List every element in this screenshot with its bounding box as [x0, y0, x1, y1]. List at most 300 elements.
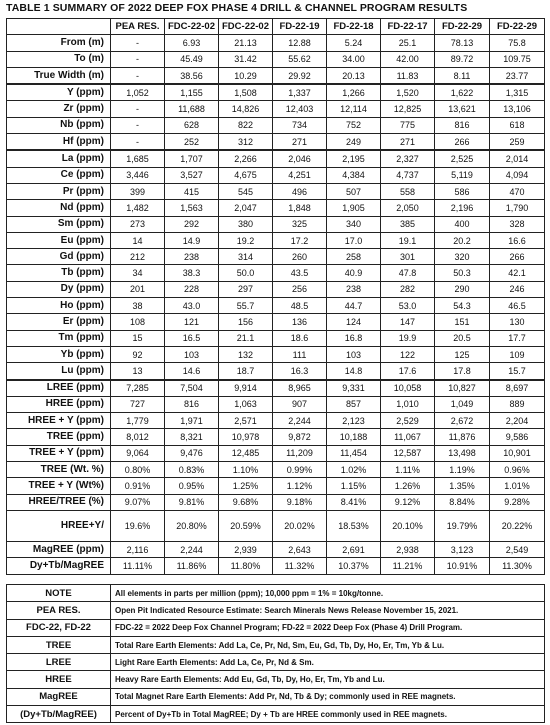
table-cell: 10.37%	[327, 558, 381, 574]
table-cell: 8,697	[490, 380, 545, 397]
table-cell: 9.18%	[273, 494, 327, 510]
table-cell: 34	[111, 265, 165, 281]
table-cell: 2,196	[435, 200, 490, 216]
table-cell: 121	[165, 314, 219, 330]
table-cell: 132	[219, 346, 273, 362]
note-key: (Dy+Tb/MagREE)	[7, 706, 111, 723]
table-cell: 42.00	[381, 51, 435, 67]
note-row	[7, 619, 545, 636]
row-label: MagREE (ppm)	[7, 541, 111, 557]
table-cell: 2,571	[219, 413, 273, 429]
table-cell: 11.80%	[219, 558, 273, 574]
table-cell: 320	[435, 249, 490, 265]
table-row	[7, 462, 545, 478]
table-cell: 9.12%	[381, 494, 435, 510]
table-cell: 282	[381, 281, 435, 297]
table-cell: 266	[490, 249, 545, 265]
table-cell: 2,643	[273, 541, 327, 557]
table-cell: 2,047	[219, 200, 273, 216]
notes-body	[7, 585, 545, 723]
note-row	[7, 636, 545, 653]
table-cell: 50.3	[435, 265, 490, 281]
table-cell: 400	[435, 216, 490, 232]
table-cell: 14.6	[165, 363, 219, 380]
table-cell: 259	[490, 134, 545, 151]
row-label: Nd (ppm)	[7, 200, 111, 216]
note-row	[7, 654, 545, 671]
table-row	[7, 216, 545, 232]
table-cell: 12,114	[327, 101, 381, 117]
table-cell: 9,872	[273, 429, 327, 445]
table-cell: 470	[490, 183, 545, 199]
table-cell: 2,266	[219, 150, 273, 167]
table-cell: -	[111, 51, 165, 67]
table-row	[7, 167, 545, 183]
table-cell: 260	[273, 249, 327, 265]
table-cell: 0.96%	[490, 462, 545, 478]
table-cell: 266	[435, 134, 490, 151]
table-cell: 53.0	[381, 298, 435, 314]
table-cell: 13	[111, 363, 165, 380]
table-row	[7, 101, 545, 117]
table-cell: 1,685	[111, 150, 165, 167]
table-cell: 2,691	[327, 541, 381, 557]
table-cell: 15.7	[490, 363, 545, 380]
table-cell: 545	[219, 183, 273, 199]
row-label: HREE + Y (ppm)	[7, 413, 111, 429]
header-cell	[7, 19, 111, 35]
note-key: FDC-22, FD-22	[7, 619, 111, 636]
table-cell: 618	[490, 117, 545, 133]
table-cell: 23.77	[490, 67, 545, 84]
table-cell: 108	[111, 314, 165, 330]
table-cell: 20.22%	[490, 510, 545, 541]
table-cell: 43.0	[165, 298, 219, 314]
table-cell: 1,052	[111, 84, 165, 101]
row-label: Zr (ppm)	[7, 101, 111, 117]
table-cell: 1,622	[435, 84, 490, 101]
row-label: Pr (ppm)	[7, 183, 111, 199]
table-row	[7, 510, 545, 541]
table-cell: 14.9	[165, 232, 219, 248]
note-text: Light Rare Earth Elements: Add La, Ce, Pr, Nd & Sm.	[111, 654, 545, 671]
table-cell: 11.21%	[381, 558, 435, 574]
row-label: Yb (ppm)	[7, 346, 111, 362]
table-cell: 1.19%	[435, 462, 490, 478]
note-text: Total Rare Earth Elements: Add La, Ce, Pr, Nd, Sm, Eu, Gd, Tb, Dy, Ho, Er, Tm, Yb & Lu.	[111, 636, 545, 653]
table-cell: 9,476	[165, 445, 219, 461]
header-cell: PEA RES.	[111, 19, 165, 35]
table-cell: 18.7	[219, 363, 273, 380]
table-cell: 246	[490, 281, 545, 297]
table-cell: 0.99%	[273, 462, 327, 478]
table-cell: 1,266	[327, 84, 381, 101]
table-cell: 273	[111, 216, 165, 232]
table-cell: 271	[381, 134, 435, 151]
note-text: FDC-22 = 2022 Deep Fox Channel Program; FD-22 = 2022 Deep Fox (Phase 4) Drill Program.	[111, 619, 545, 636]
table-cell: 249	[327, 134, 381, 151]
table-cell: 20.5	[435, 330, 490, 346]
table-cell: 2,244	[165, 541, 219, 557]
table-cell: 103	[327, 346, 381, 362]
table-cell: 2,014	[490, 150, 545, 167]
note-text: Heavy Rare Earth Elements: Add Eu, Gd, Tb, Dy, Ho, Er, Tm, Yb and Lu.	[111, 671, 545, 688]
header-cell: FD-22-19	[273, 19, 327, 35]
table-cell: 1.25%	[219, 478, 273, 494]
table-cell: 8,012	[111, 429, 165, 445]
row-label: La (ppm)	[7, 150, 111, 167]
table-row	[7, 200, 545, 216]
note-key: TREE	[7, 636, 111, 653]
table-cell: 17.7	[490, 330, 545, 346]
note-row	[7, 706, 545, 723]
row-label: Eu (ppm)	[7, 232, 111, 248]
table-cell: 907	[273, 396, 327, 412]
row-label: TREE + Y (Wt%)	[7, 478, 111, 494]
table-cell: 1,508	[219, 84, 273, 101]
row-label: TREE + Y (ppm)	[7, 445, 111, 461]
table-cell: 9.68%	[219, 494, 273, 510]
table-cell: 38.3	[165, 265, 219, 281]
table-cell: 10,827	[435, 380, 490, 397]
table-cell: 9.28%	[490, 494, 545, 510]
table-cell: 9,064	[111, 445, 165, 461]
row-label: Er (ppm)	[7, 314, 111, 330]
header-row	[7, 19, 545, 35]
table-cell: 10,058	[381, 380, 435, 397]
table-cell: 21.1	[219, 330, 273, 346]
table-cell: 271	[273, 134, 327, 151]
row-label: Dy (ppm)	[7, 281, 111, 297]
header-cell: FDC-22-02	[219, 19, 273, 35]
table-cell: 2,327	[381, 150, 435, 167]
table-cell: 17.0	[327, 232, 381, 248]
note-key: MagREE	[7, 688, 111, 705]
table-cell: 2,123	[327, 413, 381, 429]
table-cell: 12,825	[381, 101, 435, 117]
table-cell: 16.6	[490, 232, 545, 248]
table-cell: 1.26%	[381, 478, 435, 494]
table-cell: 889	[490, 396, 545, 412]
table-cell: 228	[165, 281, 219, 297]
table-cell: 9,331	[327, 380, 381, 397]
table-cell: 17.6	[381, 363, 435, 380]
table-cell: 2,672	[435, 413, 490, 429]
table-cell: 11.83	[381, 67, 435, 84]
table-cell: 11,876	[435, 429, 490, 445]
table-cell: 13,498	[435, 445, 490, 461]
table-cell: 1,707	[165, 150, 219, 167]
table-cell: 1,482	[111, 200, 165, 216]
table-cell: 857	[327, 396, 381, 412]
table-cell: 558	[381, 183, 435, 199]
table-cell: 11,688	[165, 101, 219, 117]
table-cell: 136	[273, 314, 327, 330]
table-cell: 507	[327, 183, 381, 199]
table-row	[7, 478, 545, 494]
note-row	[7, 671, 545, 688]
note-row	[7, 585, 545, 602]
row-label: Tm (ppm)	[7, 330, 111, 346]
table-cell: 2,525	[435, 150, 490, 167]
table-row	[7, 134, 545, 151]
table-cell: 12,403	[273, 101, 327, 117]
table-cell: 47.8	[381, 265, 435, 281]
table-cell: 1.10%	[219, 462, 273, 478]
table-cell: 38	[111, 298, 165, 314]
table-cell: 1.01%	[490, 478, 545, 494]
table-cell: 111	[273, 346, 327, 362]
table-cell: 20.10%	[381, 510, 435, 541]
table-cell: 0.83%	[165, 462, 219, 478]
table-cell: 20.80%	[165, 510, 219, 541]
table-cell: 45.49	[165, 51, 219, 67]
note-row	[7, 688, 545, 705]
table-row	[7, 67, 545, 84]
header-cell: FD-22-18	[327, 19, 381, 35]
table-cell: 290	[435, 281, 490, 297]
table-cell: 11.86%	[165, 558, 219, 574]
table-cell: 775	[381, 117, 435, 133]
table-row	[7, 232, 545, 248]
table-row	[7, 35, 545, 51]
table-cell: 6.93	[165, 35, 219, 51]
table-cell: 19.1	[381, 232, 435, 248]
table-cell: 10.29	[219, 67, 273, 84]
table-cell: 18.53%	[327, 510, 381, 541]
table-cell: 2,244	[273, 413, 327, 429]
table-cell: 8,321	[165, 429, 219, 445]
table-cell: 10.91%	[435, 558, 490, 574]
table-cell: 5.24	[327, 35, 381, 51]
row-label: Sm (ppm)	[7, 216, 111, 232]
table-row	[7, 117, 545, 133]
table-cell: 21.13	[219, 35, 273, 51]
table-row	[7, 249, 545, 265]
table-cell: 34.00	[327, 51, 381, 67]
table-cell: 1,010	[381, 396, 435, 412]
note-key: LREE	[7, 654, 111, 671]
table-cell: 8,965	[273, 380, 327, 397]
row-label: Lu (ppm)	[7, 363, 111, 380]
table-cell: 11,209	[273, 445, 327, 461]
table-row	[7, 494, 545, 510]
note-key: PEA RES.	[7, 602, 111, 619]
table-cell: 822	[219, 117, 273, 133]
table-cell: 2,204	[490, 413, 545, 429]
table-cell: 3,446	[111, 167, 165, 183]
table-cell: 325	[273, 216, 327, 232]
table-cell: 20.13	[327, 67, 381, 84]
row-label: To (m)	[7, 51, 111, 67]
table-row	[7, 558, 545, 574]
table-cell: 11,454	[327, 445, 381, 461]
table-cell: 1,790	[490, 200, 545, 216]
table-cell: 4,251	[273, 167, 327, 183]
table-cell: 75.8	[490, 35, 545, 51]
table-cell: 10,978	[219, 429, 273, 445]
table-cell: 256	[273, 281, 327, 297]
table-cell: 40.9	[327, 265, 381, 281]
table-cell: 399	[111, 183, 165, 199]
table-cell: 11.30%	[490, 558, 545, 574]
table-cell: 8.11	[435, 67, 490, 84]
row-label: Dy+Tb/MagREE	[7, 558, 111, 574]
table-cell: 19.2	[219, 232, 273, 248]
table-cell: 380	[219, 216, 273, 232]
table-cell: 17.8	[435, 363, 490, 380]
table-row	[7, 84, 545, 101]
header-cell: FD-22-29	[490, 19, 545, 35]
table-cell: 10,901	[490, 445, 545, 461]
table-cell: 628	[165, 117, 219, 133]
row-label: From (m)	[7, 35, 111, 51]
table-cell: 415	[165, 183, 219, 199]
table-cell: 9.81%	[165, 494, 219, 510]
table-cell: 4,675	[219, 167, 273, 183]
table-cell: 11,067	[381, 429, 435, 445]
table-cell: 3,123	[435, 541, 490, 557]
table-row	[7, 445, 545, 461]
note-text: Percent of Dy+Tb in Total MagREE; Dy + Tb are HREE commonly used in REE magnets.	[111, 706, 545, 723]
table-cell: 13,106	[490, 101, 545, 117]
header-cell: FDC-22-02	[165, 19, 219, 35]
table-cell: 1,155	[165, 84, 219, 101]
table-row	[7, 330, 545, 346]
row-label: Ce (ppm)	[7, 167, 111, 183]
note-text: All elements in parts per million (ppm); 10,000 ppm = 1% = 10kg/tonne.	[111, 585, 545, 602]
table-cell: 20.02%	[273, 510, 327, 541]
table-cell: 12,485	[219, 445, 273, 461]
table-cell: 16.5	[165, 330, 219, 346]
table-cell: -	[111, 117, 165, 133]
row-label: Nb (ppm)	[7, 117, 111, 133]
table-cell: 201	[111, 281, 165, 297]
table-cell: 14,826	[219, 101, 273, 117]
table-cell: 14.8	[327, 363, 381, 380]
row-label: TREE (ppm)	[7, 429, 111, 445]
table-cell: 2,046	[273, 150, 327, 167]
table-cell: 29.92	[273, 67, 327, 84]
table-cell: 1,315	[490, 84, 545, 101]
table-cell: 727	[111, 396, 165, 412]
table-cell: 385	[381, 216, 435, 232]
table-cell: 1.11%	[381, 462, 435, 478]
table-cell: 151	[435, 314, 490, 330]
table-row	[7, 396, 545, 412]
table-cell: 78.13	[435, 35, 490, 51]
table-cell: 1,848	[273, 200, 327, 216]
table-cell: 16.3	[273, 363, 327, 380]
table-cell: -	[111, 35, 165, 51]
table-row	[7, 265, 545, 281]
table-cell: 44.7	[327, 298, 381, 314]
table-cell: 1.02%	[327, 462, 381, 478]
table-cell: 312	[219, 134, 273, 151]
row-label: TREE (Wt. %)	[7, 462, 111, 478]
table-cell: -	[111, 101, 165, 117]
table-cell: 109	[490, 346, 545, 362]
row-label: True Width (m)	[7, 67, 111, 84]
note-text: Total Magnet Rare Earth Elements: Add Pr, Nd, Tb & Dy; commonly used in REE magnets.	[111, 688, 545, 705]
results-body	[7, 35, 545, 574]
table-cell: 340	[327, 216, 381, 232]
table-cell: 19.6%	[111, 510, 165, 541]
table-cell: 816	[435, 117, 490, 133]
table-cell: 103	[165, 346, 219, 362]
table-cell: 816	[165, 396, 219, 412]
note-text: Open Pit Indicated Resource Estimate: Search Minerals News Release November 15, 2021.	[111, 602, 545, 619]
table-cell: 130	[490, 314, 545, 330]
table-cell: 50.0	[219, 265, 273, 281]
table-cell: 1.35%	[435, 478, 490, 494]
table-cell: 38.56	[165, 67, 219, 84]
table-cell: 1.12%	[273, 478, 327, 494]
table-cell: 1,905	[327, 200, 381, 216]
table-cell: 2,050	[381, 200, 435, 216]
table-cell: 0.95%	[165, 478, 219, 494]
table-cell: 9.07%	[111, 494, 165, 510]
table-cell: 156	[219, 314, 273, 330]
table-cell: 1,779	[111, 413, 165, 429]
row-label: HREE/TREE (%)	[7, 494, 111, 510]
table-cell: 20.59%	[219, 510, 273, 541]
table-cell: -	[111, 134, 165, 151]
table-cell: 43.5	[273, 265, 327, 281]
table-cell: 2,116	[111, 541, 165, 557]
row-label: LREE (ppm)	[7, 380, 111, 397]
table-cell: 13,621	[435, 101, 490, 117]
table-cell: 8.84%	[435, 494, 490, 510]
table-cell: 92	[111, 346, 165, 362]
table-cell: 10,188	[327, 429, 381, 445]
header-cell: FD-22-17	[381, 19, 435, 35]
table-cell: 9,586	[490, 429, 545, 445]
table-row	[7, 314, 545, 330]
table-cell: 5,119	[435, 167, 490, 183]
table-cell: 17.2	[273, 232, 327, 248]
table-cell: 1,337	[273, 84, 327, 101]
table-cell: 734	[273, 117, 327, 133]
table-cell: 9,914	[219, 380, 273, 397]
table-cell: 238	[327, 281, 381, 297]
table-cell: 7,504	[165, 380, 219, 397]
table-cell: 297	[219, 281, 273, 297]
table-row	[7, 429, 545, 445]
table-cell: -	[111, 67, 165, 84]
table-cell: 48.5	[273, 298, 327, 314]
table-cell: 258	[327, 249, 381, 265]
table-cell: 1,049	[435, 396, 490, 412]
table-row	[7, 380, 545, 397]
table-cell: 124	[327, 314, 381, 330]
table-cell: 1,063	[219, 396, 273, 412]
table-cell: 4,384	[327, 167, 381, 183]
table-cell: 301	[381, 249, 435, 265]
row-label: Ho (ppm)	[7, 298, 111, 314]
table-cell: 54.3	[435, 298, 490, 314]
table-cell: 4,094	[490, 167, 545, 183]
table-cell: 1,563	[165, 200, 219, 216]
table-row	[7, 363, 545, 380]
table-cell: 31.42	[219, 51, 273, 67]
table-row	[7, 346, 545, 362]
table-row	[7, 298, 545, 314]
table-cell: 586	[435, 183, 490, 199]
header-cell: FD-22-29	[435, 19, 490, 35]
table-cell: 55.62	[273, 51, 327, 67]
table-cell: 0.80%	[111, 462, 165, 478]
